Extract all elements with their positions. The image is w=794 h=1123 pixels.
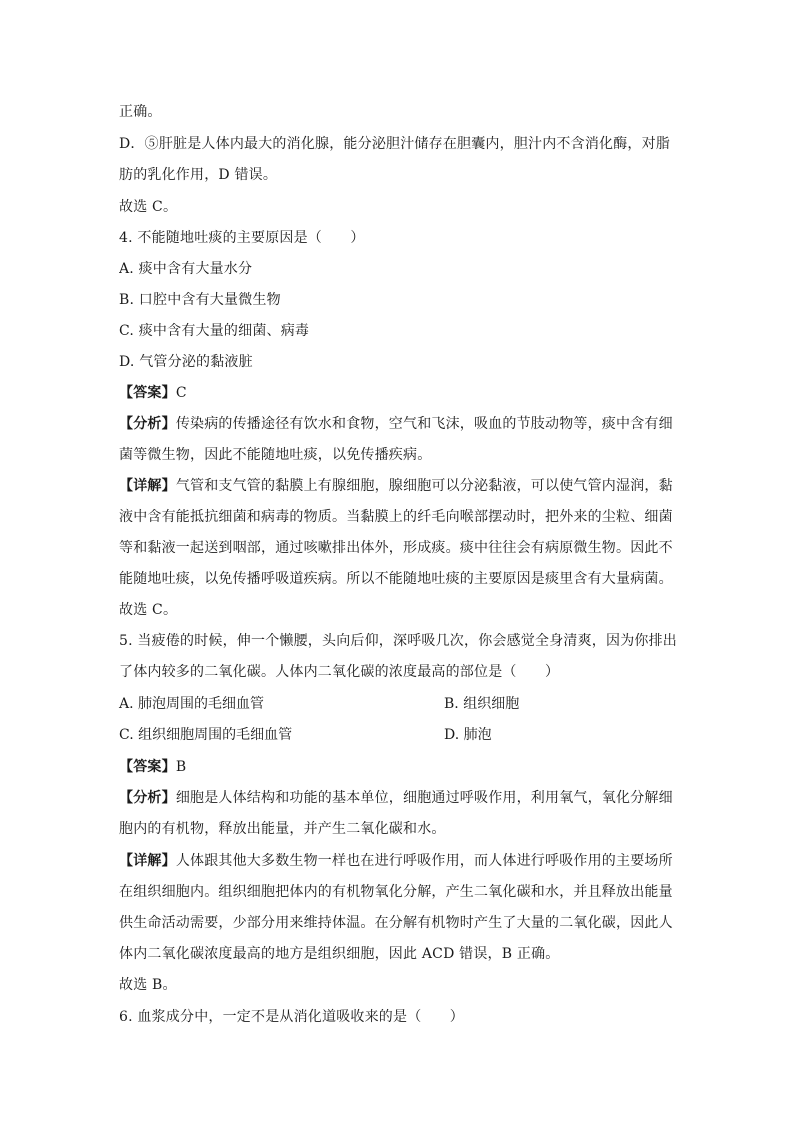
question-5-option-b: B. 组织细胞 (444, 696, 520, 712)
question-5-option-c: C. 组织细胞周围的毛细血管 (119, 727, 293, 743)
text-line: 液中含有能抵抗细菌和病毒的物质。当黏膜上的纤毛向喉部摆动时，把外来的尘粒、细菌 (119, 509, 673, 525)
answer-tag: 【答案】 (119, 759, 176, 775)
text-line: 菌等微生物，因此不能随地吐痰，以免传播疾病。 (119, 447, 432, 463)
text-line: 胞内的有机物，释放出能量，并产生二氧化碳和水。 (119, 821, 446, 837)
question-4-stem: 4. 不能随地吐痰的主要原因是（ ） (119, 230, 365, 246)
answer-value: B (175, 759, 187, 775)
question-4-option-d: D. 气管分泌的黏液脏 (119, 354, 253, 370)
question-4-answer (119, 383, 679, 403)
text-line: 在组织细胞内。组织细胞把体内的有机物氧化分解，产生二氧化碳和水，并且释放出能量 (119, 884, 673, 900)
detail-text: 人体跟其他大多数生物一样也在进行呼吸作用，而人体进行呼吸作用的主要场所 (175, 853, 673, 869)
analysis-text: 传染病的传播途径有饮水和食物，空气和飞沫，吸血的节肢动物等，痰中含有细 (175, 416, 673, 432)
text-line: 供生命活动需要，少部分用来维持体温。在分解有机物时产生了大量的二氧化碳，因此人 (119, 915, 673, 931)
question-5-answer (119, 757, 679, 777)
text-line: 故选 B。 (119, 977, 177, 993)
text-line: 故选 C。 (119, 602, 178, 618)
question-4-analysis (119, 414, 679, 434)
detail-text: 气管和支气管的黏膜上有腺细胞，腺细胞可以分泌黏液，可以使气管内湿润，黏 (175, 478, 673, 494)
text-line: 了体内较多的二氧化碳。人体内二氧化碳的浓度最高的部位是（ ） (119, 664, 560, 680)
analysis-tag: 【分析】 (119, 416, 176, 432)
question-4-option-a: A. 痰中含有大量水分 (119, 261, 253, 277)
text-line: 体内二氧化碳浓度最高的地方是组织细胞，因此 ACD 错误，B 正确。 (119, 946, 560, 962)
analysis-tag: 【分析】 (119, 790, 176, 806)
text-line: 能随地吐痰，以免传播呼吸道疾病。所以不能随地吐痰的主要原因是痰里含有大量病菌。 (119, 571, 673, 587)
question-4-detail (119, 476, 679, 496)
text-line: 故选 C。 (119, 199, 178, 215)
question-4-option-b: B. 口腔中含有大量微生物 (119, 292, 281, 308)
question-5-detail (119, 851, 679, 871)
text-line: 正确。 (119, 104, 162, 120)
question-5-analysis (119, 788, 679, 808)
detail-tag: 【详解】 (119, 478, 176, 494)
answer-value: C (175, 385, 187, 401)
text-line: 等和黏液一起送到咽部，通过咳嗽排出体外，形成痰。痰中往往会有病原微生物。因此不 (119, 540, 673, 556)
question-6-stem: 6. 血浆成分中，一定不是从消化道吸收来的是（ ） (119, 1009, 465, 1025)
question-5-stem: 5. 当疲倦的时候，伸一个懒腰，头向后仰，深呼吸几次，你会感觉全身清爽，因为你排出 (119, 633, 678, 649)
detail-tag: 【详解】 (119, 853, 176, 869)
question-5-option-d: D. 肺泡 (444, 727, 492, 743)
text-line: D．⑤肝脏是人体内最大的消化腺，能分泌胆汁储存在胆囊内，胆汁内不含消化酶，对脂 (119, 136, 671, 152)
text-line: 肪的乳化作用，D 错误。 (119, 167, 278, 183)
answer-tag: 【答案】 (119, 385, 176, 401)
question-5-option-a: A. 肺泡周围的毛细血管 (119, 696, 265, 712)
question-4-option-c: C. 痰中含有大量的细菌、病毒 (119, 323, 310, 339)
analysis-text: 细胞是人体结构和功能的基本单位，细胞通过呼吸作用，利用氧气，氧化分解细 (175, 790, 673, 806)
